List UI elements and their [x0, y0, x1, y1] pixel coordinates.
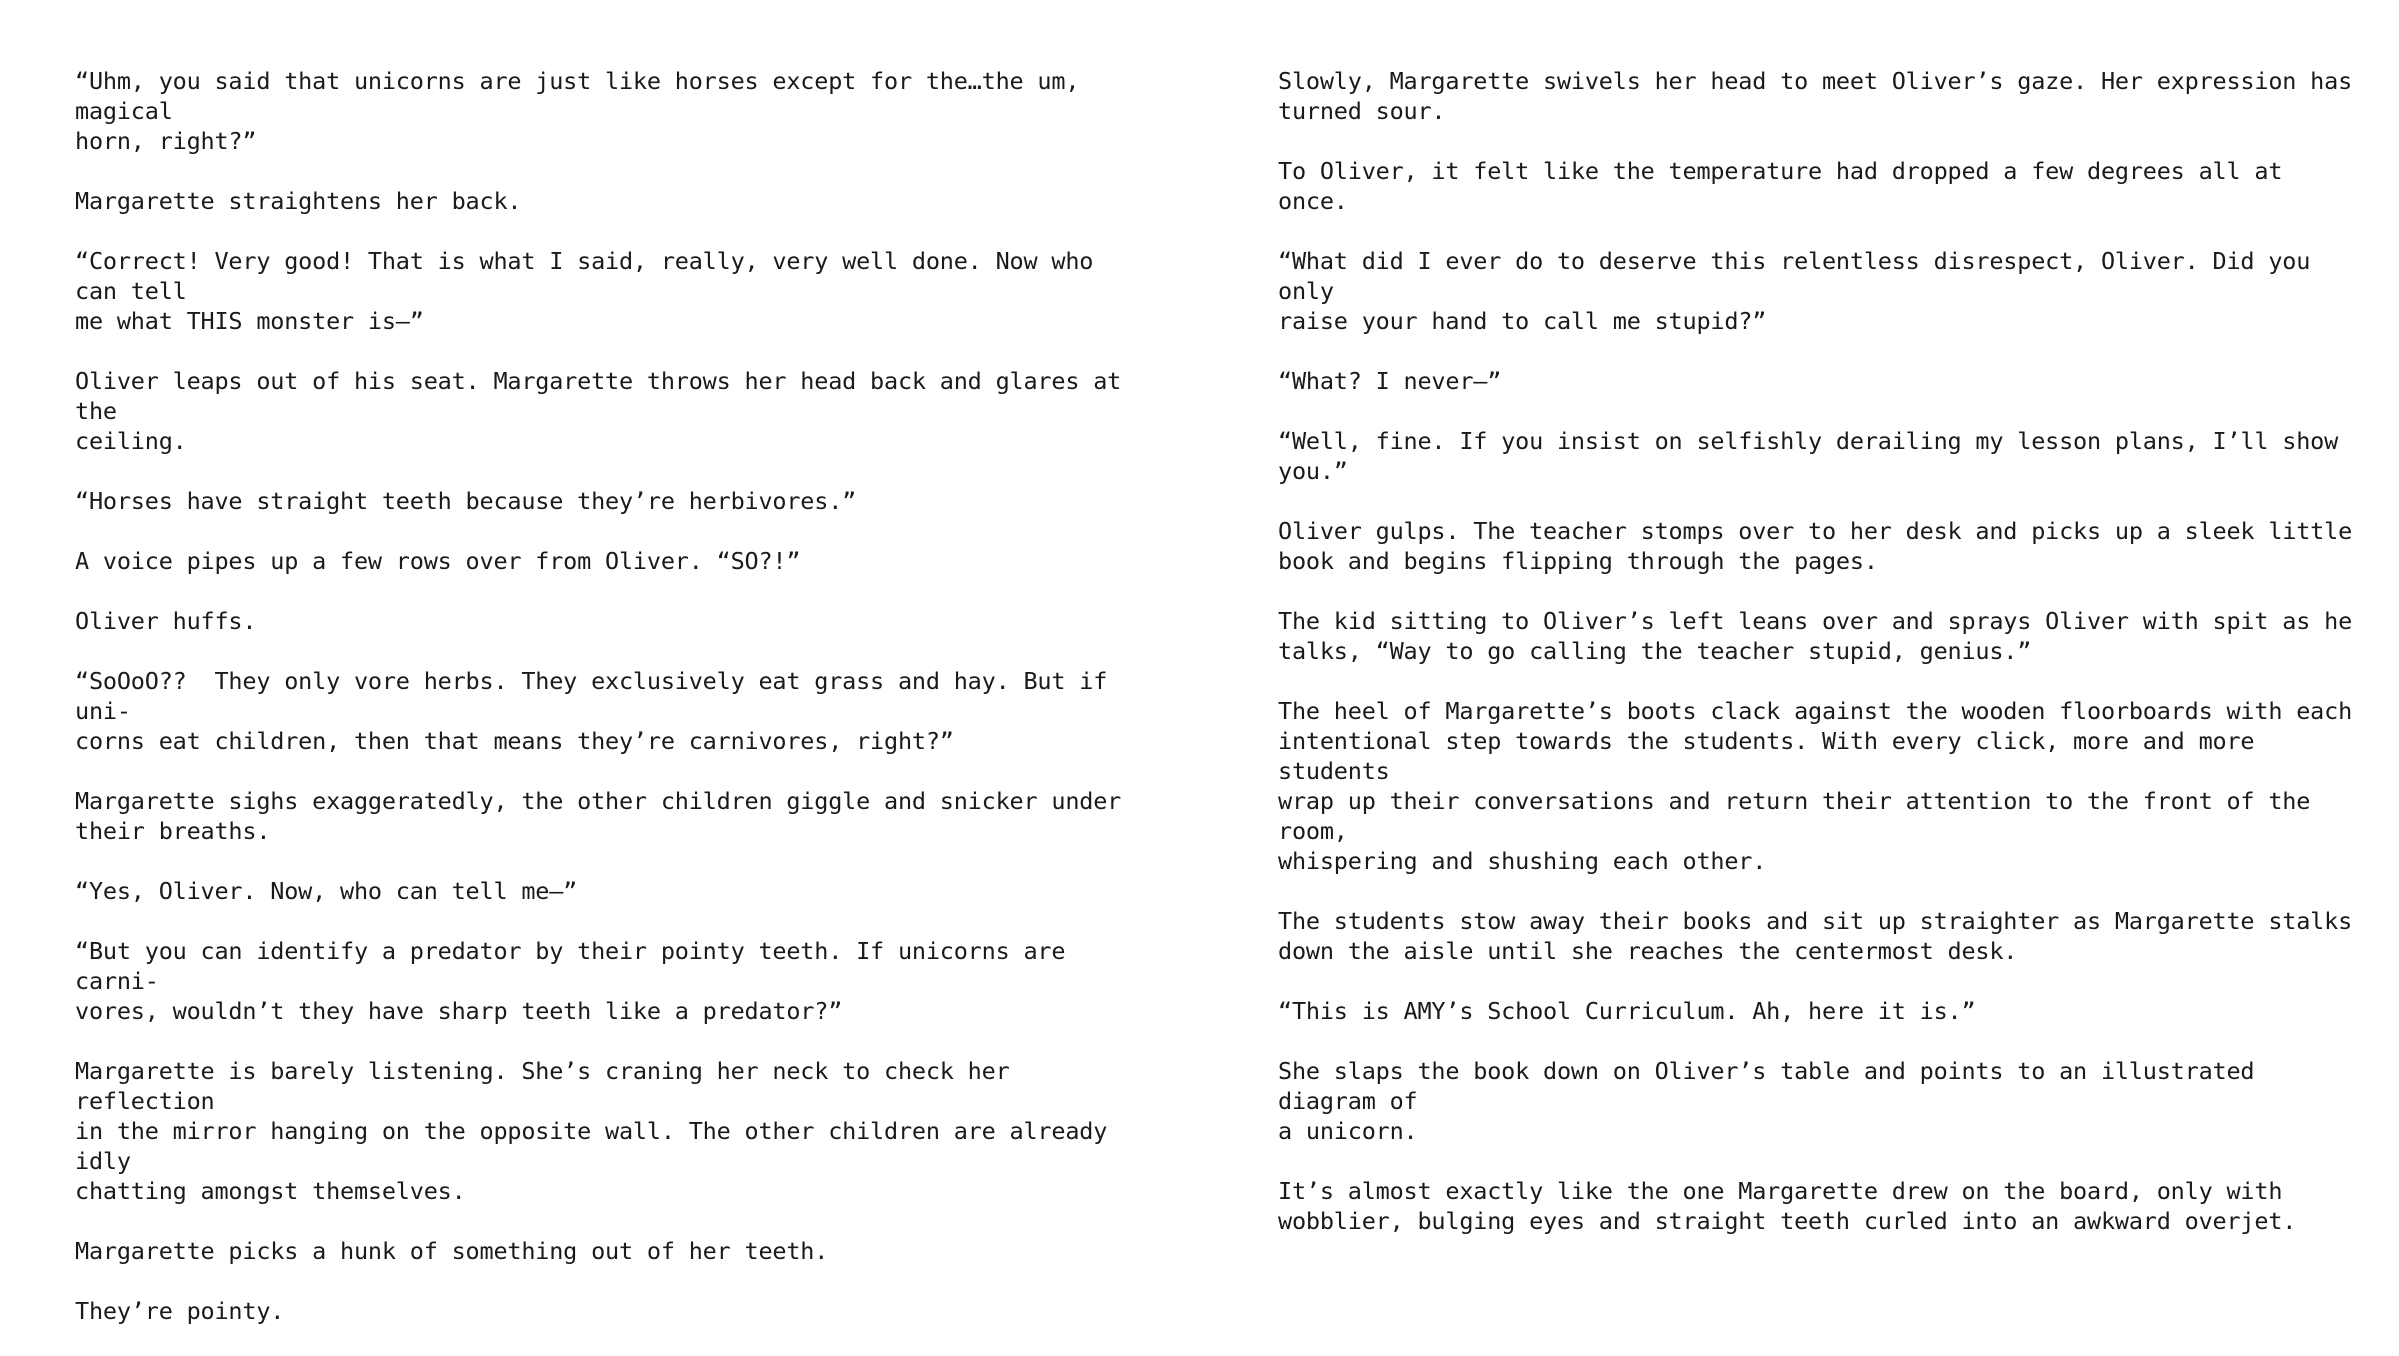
- paragraph: “Horses have straight teeth because they’re herbivores.”: [75, 487, 857, 515]
- paragraph: The kid sitting to Oliver’s left leans over and sprays Oliver with spit as he talks, “Way to go calling the teacher stupid, genius.”: [1278, 607, 2353, 665]
- paragraph: A voice pipes up a few rows over from Oliver. “SO?!”: [75, 547, 801, 575]
- paragraph: Oliver gulps. The teacher stomps over to her desk and picks up a sleek little book and begins flipping through the pages.: [1278, 517, 2353, 575]
- paragraph: “Yes, Oliver. Now, who can tell me–”: [75, 877, 578, 905]
- right-page: [1278, 66, 2358, 1266]
- paragraph: Margarette sighs exaggeratedly, the other children giggle and snicker under their breaths.: [75, 787, 1122, 845]
- paragraph: “What? I never–”: [1278, 367, 1502, 395]
- paragraph: Margarette is barely listening. She’s craning her neck to check her reflection in the mirror hanging on the opposite wall. The other children are already idly chatting amongst themselves.: [75, 1057, 1108, 1205]
- paragraph: “SoOoO?? They only vore herbs. They exclusively eat grass and hay. But if uni- corns eat children, then that means they’re carnivores, right?”: [75, 667, 1108, 755]
- paragraph: They’re pointy.: [75, 1297, 285, 1325]
- paragraph: Margarette straightens her back.: [75, 187, 522, 215]
- paragraph: Margarette picks a hunk of something out of her teeth.: [75, 1237, 829, 1265]
- paragraph: Oliver huffs.: [75, 607, 257, 635]
- left-page: [75, 66, 1135, 1356]
- paragraph: “What did I ever do to deserve this relentless disrespect, Oliver. Did you only raise your hand to call me stupid?”: [1278, 247, 2311, 335]
- paragraph: She slaps the book down on Oliver’s table and points to an illustrated diagram of a unicorn.: [1278, 1057, 2255, 1145]
- paragraph: “Correct! Very good! That is what I said, really, very well done. Now who can tell me what THIS monster is–”: [75, 247, 1094, 335]
- paragraph: The students stow away their books and sit up straighter as Margarette stalks down the aisle until she reaches the centermost desk.: [1278, 907, 2353, 965]
- paragraph: “Uhm, you said that unicorns are just like horses except for the…the um, magical horn, right?”: [75, 67, 1080, 155]
- paragraph: Oliver leaps out of his seat. Margarette throws her head back and glares at the ceiling.: [75, 367, 1122, 455]
- paragraph: It’s almost exactly like the one Margarette drew on the board, only with wobblier, bulging eyes and straight teeth curled into an awkward overjet.: [1278, 1177, 2297, 1235]
- paragraph: “Well, fine. If you insist on selfishly derailing my lesson plans, I’ll show you.”: [1278, 427, 2353, 485]
- paragraph: “This is AMY’s School Curriculum. Ah, here it is.”: [1278, 997, 1976, 1025]
- paragraph: “But you can identify a predator by their pointy teeth. If unicorns are carni- vores, wouldn’t they have sharp teeth like a predator?”: [75, 937, 1066, 1025]
- paragraph: Slowly, Margarette swivels her head to meet Oliver’s gaze. Her expression has turned sour.: [1278, 67, 2353, 125]
- paragraph: The heel of Margarette’s boots clack against the wooden floorboards with each intentional step towards the students. With every click, more and more students wrap up their conversations and return their attention to the front of the room, whispering and shushing each other.: [1278, 697, 2353, 875]
- paragraph: To Oliver, it felt like the temperature had dropped a few degrees all at once.: [1278, 157, 2297, 215]
